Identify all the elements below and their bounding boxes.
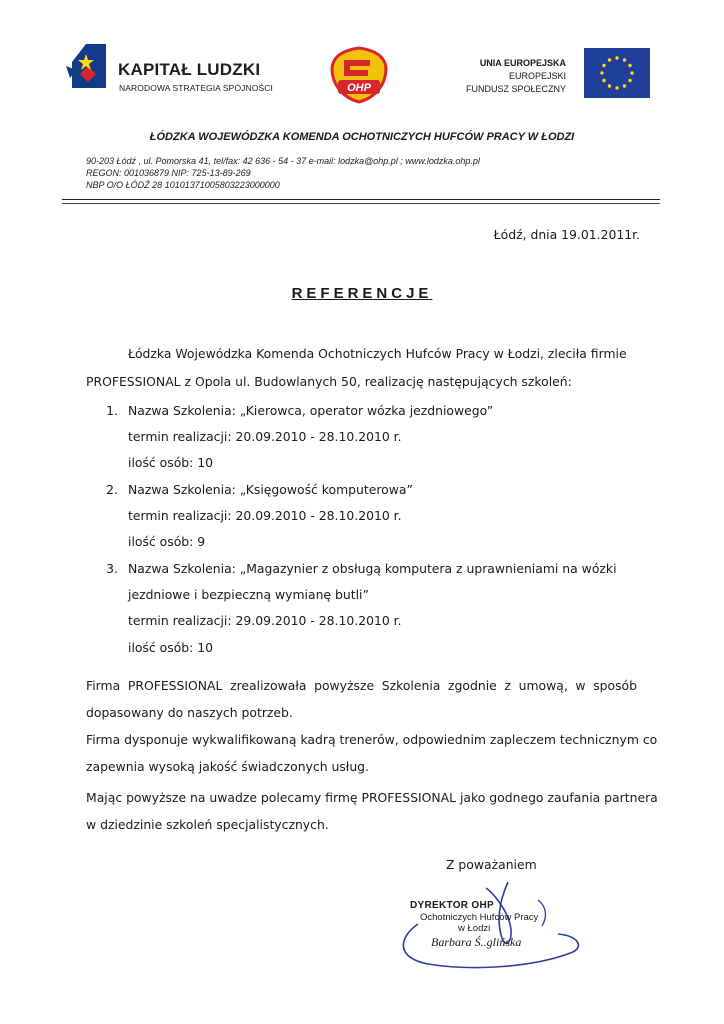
document-title: REFERENCJE: [291, 285, 433, 302]
eu-star-icon: [623, 58, 626, 61]
eu-star-icon: [615, 56, 618, 59]
intro-line-1: Łódzka Wojewódzka Komenda Ochotniczych Hufców Pracy w Łodzi, zleciła firmie: [128, 346, 627, 361]
stamp-line-1: DYREKTOR OHP: [410, 900, 494, 911]
eu-star-icon: [608, 84, 611, 87]
header-divider-thick: [62, 199, 660, 200]
kapital-ludzki-subtitle: NARODOWA STRATEGIA SPÓJNOŚCI: [119, 83, 273, 93]
eu-fund-line-2: FUNDUSZ SPOŁECZNY: [465, 84, 566, 94]
closing-p3-line-2: w dziedzinie szkoleń specjalistycznych.: [86, 817, 329, 832]
training-2-count: ilość osób: 9: [128, 534, 206, 549]
kapital-ludzki-title: KAPITAŁ LUDZKI: [118, 60, 261, 79]
training-1-count: ilość osób: 10: [128, 455, 214, 470]
closing-p1-line-1: Firma PROFESSIONAL zrealizowała powyższe Szkolenia zgodnie z umową, w sposób: [86, 678, 637, 693]
contact-address: 90-203 Łódź , ul. Pomorska 41, tel/fax: 42 636 - 54 - 37 e-mail: lodzka@ohp.pl ; www.lodzka.ohp.pl: [86, 156, 480, 166]
organization-name: ŁÓDZKA WOJEWÓDZKA KOMENDA OCHOTNICZYCH HUFCÓW PRACY W ŁODZI: [149, 131, 575, 143]
closing-p1-line-2: dopasowany do naszych potrzeb.: [86, 705, 293, 720]
training-2-term: termin realizacji: 20.09.2010 - 28.10.2010 r.: [128, 508, 402, 523]
training-3-name-cont: jezdniowe i bezpieczną wymianę butli”: [128, 587, 369, 602]
eu-flag-icon: [584, 48, 650, 98]
eu-star-icon: [628, 79, 631, 82]
training-2-number: 2.: [106, 482, 118, 497]
closing-p3-line-1: Mając powyższe na uwadze polecamy firmę PROFESSIONAL jako godnego zaufania partnera: [86, 790, 658, 805]
eu-title: UNIA EUROPEJSKA: [479, 58, 566, 68]
training-1-name: Nazwa Szkolenia: „Kierowca, operator wózka jezdniowego”: [128, 403, 494, 418]
stamp-line-3: w Łodzi: [458, 923, 491, 934]
header-divider-thin: [62, 203, 660, 204]
eu-star-icon: [600, 71, 603, 74]
eu-fund-line-1: EUROPEJSKI: [508, 71, 566, 81]
eu-star-icon: [602, 64, 605, 67]
eu-star-icon: [630, 71, 633, 74]
ohp-logo-icon: [330, 46, 388, 104]
training-1-number: 1.: [106, 403, 118, 418]
training-2-name: Nazwa Szkolenia: „Księgowość komputerowa”: [128, 482, 413, 497]
training-3-number: 3.: [106, 561, 118, 576]
training-3-count: ilość osób: 10: [128, 640, 214, 655]
eu-star-icon: [628, 64, 631, 67]
closing-regards: Z poważaniem: [446, 857, 537, 872]
kapital-ludzki-logo-icon: [66, 44, 106, 88]
training-3-term: termin realizacji: 29.09.2010 - 28.10.2010 r.: [128, 613, 402, 628]
contact-bank-account: NBP O/O ŁÓDŹ 28 10101371005803223000000: [86, 180, 280, 190]
document-date: Łódź, dnia 19.01.2011r.: [493, 227, 640, 242]
stamp-signatory-name: Barbara Ś..glińska: [431, 935, 522, 949]
closing-p2-line-1: Firma dysponuje wykwalifikowaną kadrą trenerów, odpowiednim zapleczem technicznym co: [86, 732, 658, 747]
training-1-term: termin realizacji: 20.09.2010 - 28.10.2010 r.: [128, 429, 402, 444]
contact-regon-nip: REGON: 001036879 NIP: 725-13-89-269: [86, 168, 251, 178]
eu-star-icon: [602, 79, 605, 82]
training-3-name: Nazwa Szkolenia: „Magazynier z obsługą komputera z uprawnieniami na wózki: [128, 561, 617, 576]
closing-p2-line-2: zapewnia wysoką jakość świadczonych usług.: [86, 759, 369, 774]
stamp-line-2: Ochotniczych Hufców Pracy: [420, 912, 539, 923]
eu-star-icon: [615, 86, 618, 89]
ohp-logo-text: OHP: [347, 82, 371, 94]
intro-line-2: PROFESSIONAL z Opola ul. Budowlanych 50, realizację następujących szkoleń:: [86, 374, 572, 389]
eu-star-icon: [608, 58, 611, 61]
eu-star-icon: [623, 84, 626, 87]
